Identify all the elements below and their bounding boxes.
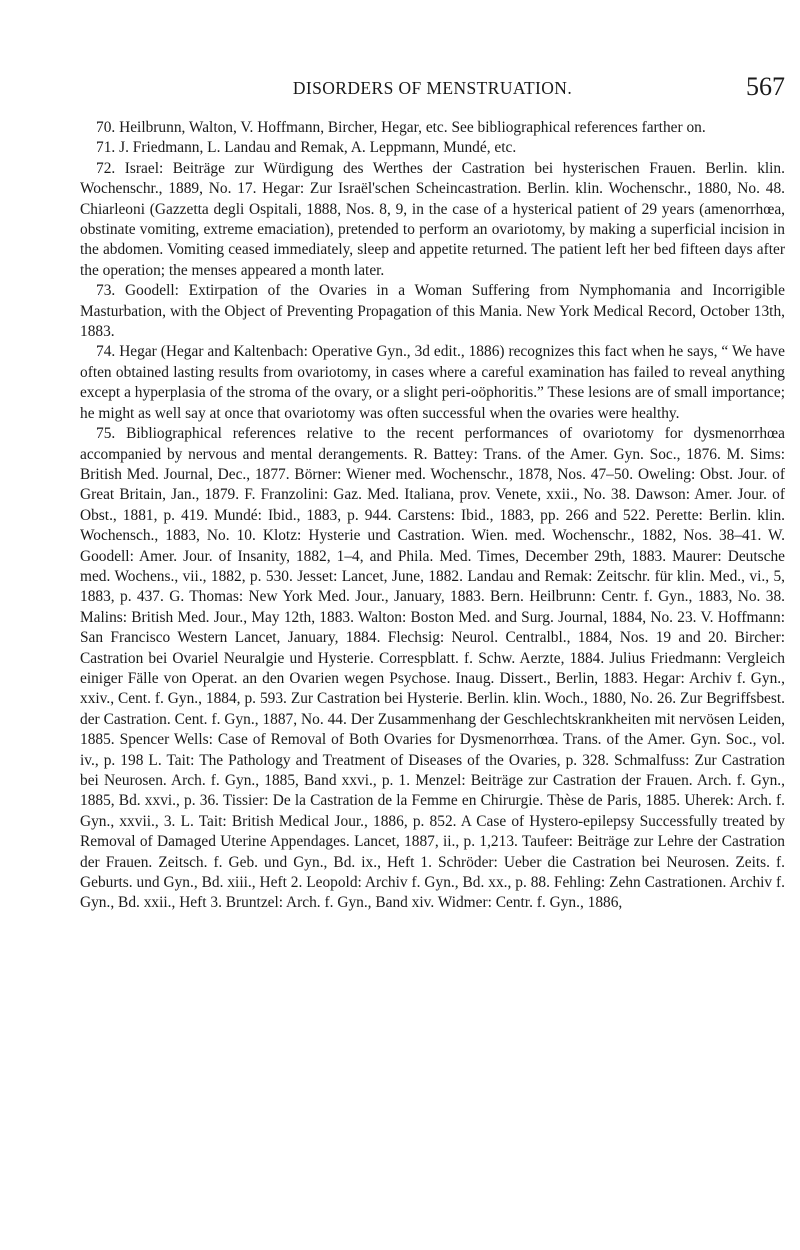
note-paragraph	[80, 424, 785, 914]
note-text: Bibliographical references relative to the recent performances of ovariotomy for dysmenorrhœa accompanied by nervous and mental derangements. R. Battey: Trans. of the Amer. Gyn. Soc., 1876. M. Sims: British Med. Journal, Dec., 1877. Börner: Wiener med. Wochenschr., 1878, Nos. 47–50. Oweling: Obst. Jour. of Great Britain, Jan., 1879. F. Franzolini: Gaz. Med. Italiana, prov. Venete, xxii., No. 38. Dawson: Amer. Jour. of Obst., 1881, p. 419. Mundé: Ibid., 1883, p. 944. Carstens: Ibid., 1883, pp. 266 and 522. Perette: Berlin. klin. Wochensch., 1883, No. 10. Klotz: Hysterie und Castration. Wien. med. Wochenschr., 1882, Nos. 38–41. W. Goodell: Amer. Jour. of Insanity, 1882, 1–4, and Phila. Med. Times, December 29th, 1883. Maurer: Deutsche med. Wochens., vii., 1882, p. 530. Jesset: Lancet, June, 1882. Landau and Remak: Zeitschr. für klin. Med., vi., 5, 1883, p. 437. G. Thomas: New York Med. Jour., January, 1883. Bern. Heilbrunn: Centr. f. Gyn., 1883, No. 38. Malins: British Med. Jour., May 12th, 1883. Walton: Boston Med. and Surg. Journal, 1884, No. 23. V. Hoffmann: San Francisco Western Lancet, January, 1884. Flechsig: Neurol. Centralbl., 1884, Nos. 19 and 20. Bircher: Castration bei Ovariel Neuralgie und Hysterie. Correspblatt. f. Schw. Aerzte, 1884. Julius Friedmann: Vergleich einiger Fälle von Operat. an den Ovarien wegen Psychose. Inaug. Dissert., Berlin, 1883. Hegar: Archiv f. Gyn., xxiv., Cent. f. Gyn., 1884, p. 593. Zur Castration bei Hysterie. Berlin. klin. Woch., 1880, No. 26. Zur Begriffsbest. der Castration. Cent. f. Gyn., 1887, No. 44. Der Zusammenhang der Geschlechtskrankheiten mit nervösen Leiden, 1885. Spencer Wells: Case of Removal of Both Ovaries for Dysmenorrhœa. Trans. of the Amer. Gyn. Soc., vol. iv., p. 198 L. Tait: The Pathology and Treatment of Diseases of the Ovaries, p. 328. Schmalfuss: Zur Castration bei Neurosen. Arch. f. Gyn., 1885, Band xxvi., p. 1. Menzel: Beiträge zur Castration der Frauen. Arch. f. Gyn., 1885, Bd. xxvi., p. 36. Tissier: De la Castration de la Femme en Chirurgie. Thèse de Paris, 1885. Uherek: Arch. f. Gyn., xxvii., 3. L. Tait: British Medical Jour., 1886, p. 852. A Case of Hystero-epilepsy Successfully treated by Removal of Damaged Uterine Appendages. Lancet, 1887, ii., p. 1,213. Taufeer: Beiträge zur Lehre der Castration der Frauen. Zeitsch. f. Geb. und Gyn., Bd. ix., Heft 1. Schröder: Ueber die Castration bei Neurosen. Zeits. f. Geburts. und Gyn., Bd. xiii., Heft 2. Leopold: Archiv f. Gyn., Bd. xx., p. 88. Fehling: Zehn Castrationen. Archiv f. Gyn., Bd. xxii., Heft 3. Bruntzel: Arch. f. Gyn., Band xiv. Widmer: Centr. f. Gyn., 1886,	[80, 425, 785, 912]
note-number: 73.	[96, 282, 116, 300]
notes-body	[80, 118, 785, 914]
note-number: 71.	[96, 139, 116, 157]
note-text: Goodell: Extirpation of the Ovaries in a Woman Suffering from Nymphomania and Incorrigible Masturbation, with the Object of Preventing Propagation of this Mania. New York Medical Record, October 13th, 1883.	[80, 282, 785, 341]
note-text: Heilbrunn, Walton, V. Hoffmann, Bircher, Hegar, etc. See bibliographical references farther on.	[119, 119, 706, 136]
note-paragraph	[80, 138, 785, 158]
page-header	[80, 72, 785, 112]
note-paragraph	[80, 342, 785, 424]
note-number: 75.	[96, 425, 116, 443]
note-paragraph	[80, 159, 785, 281]
page-number: 567	[746, 72, 785, 101]
note-text: Hegar (Hegar and Kaltenbach: Operative Gyn., 3d edit., 1886) recognizes this fact when he says, “ We have often obtained lasting results from ovariotomy, in cases where a careful examination has failed to reveal anything except a hyperplasia of the stroma of the ovary, or a slight peri-oöphoritis.” These lesions are of small importance; he might as well say at once that ovariotomy was often successful when the ovaries were healthy.	[80, 343, 785, 422]
note-number: 70.	[96, 119, 116, 136]
note-text: Israel: Beiträge zur Würdigung des Werthes der Castration bei hysterischen Frauen. Berlin. klin. Wochenschr., 1889, No. 17. Hegar: Zur Israël'schen Scheincastration. Berlin. klin. Wochenschr., 1880, No. 48. Chiarleoni (Gazzetta degli Ospitali, 1888, Nos. 8, 9, in the case of a hysterical patient of 29 years (amenorrhœa, obstinate vomiting, extreme emaciation), pretended to perform an ovariotomy, by making a superficial incision in the abdomen. Vomiting ceased immediately, sleep and appetite returned. The patient left her bed fifteen days after the operation; the menses appeared a month later.	[80, 159, 785, 279]
note-paragraph	[80, 281, 785, 342]
note-paragraph	[80, 118, 785, 138]
running-head: DISORDERS OF MENSTRUATION.	[292, 78, 573, 98]
note-number: 74.	[96, 343, 116, 361]
note-number: 72.	[96, 159, 116, 177]
note-text: J. Friedmann, L. Landau and Remak, A. Leppmann, Mundé, etc.	[119, 139, 517, 157]
